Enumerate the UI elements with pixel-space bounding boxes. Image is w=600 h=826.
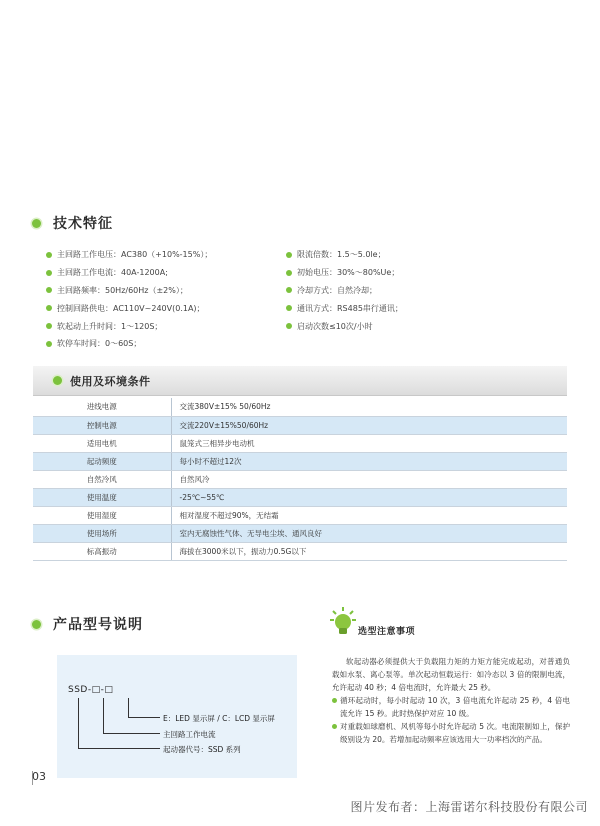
bullet-dot-icon [53,376,62,385]
bullet-dot-icon [286,252,292,258]
bullet-dot-icon [286,287,292,293]
spec-item: 限流倍数：1.5～5.0le； [286,246,403,264]
spec-item: 主回路工作电流：40A-1200A; [46,264,212,282]
bullet-dot-icon [46,341,52,347]
connector-line [103,733,160,734]
lightbulb-icon [330,606,356,636]
table-row: 使用温度 -25℃~55℃ [33,488,567,506]
page-number: 03 [32,770,46,783]
spec-item: 冷却方式：自然冷却； [286,282,403,300]
connector-line [78,748,160,749]
connector-line [128,717,160,718]
model-desc-current: 主回路工作电流 [163,730,216,739]
bullet-dot-icon [46,305,52,311]
bullet-dot-icon [46,287,52,293]
conditions-title: 使用及环境条件 [70,374,151,388]
spec-list-left [46,246,212,353]
notes-title: 选型注意事项 [358,627,416,637]
publisher-watermark: 图片发布者：上海雷诺尔科技股份有限公司 [350,800,588,814]
table-row: 起动频度 每小时不超过12次 [33,452,567,470]
connector-line [103,698,104,733]
spec-item: 主回路工作电压：AC380（+10%-15%）； [46,246,212,264]
model-section-header [32,614,143,634]
table-row: 使用场所 室内无腐蚀性气体、无导电尘埃、通风良好 [33,524,567,542]
bullet-dot-icon [286,305,292,311]
connector-line [128,698,129,717]
conditions-table [33,398,567,561]
table-row: 控制电源 交流220V±15%50/60Hz [33,416,567,434]
bullet-dot-icon [32,219,41,228]
model-desc-display: E：LED 显示屏 / C：LCD 显示屏 [163,714,275,723]
spec-item: 通讯方式：RS485串行通讯； [286,299,403,317]
notes-bullet: 对重载如球磨机、风机等每小时允许起动 5 次。电流限制如上，保护级别设为 20。若增加起动频率应该选用大一功率档次的产品。 [332,720,570,746]
tech-title: 技术特征 [53,216,113,232]
bullet-dot-icon [46,323,52,329]
spec-list-right [286,246,403,335]
bullet-dot-icon [286,323,292,329]
notes-body [332,655,570,746]
spec-item: 软停车时间：0～60S； [46,335,212,353]
model-code: SSD-□-□ [68,685,114,695]
bullet-dot-icon [46,270,52,276]
table-row: 标高振动 海拔在3000米以下，振动力0.5G以下 [33,542,567,560]
notes-paragraph: 软起动器必须提供大于负载阻力矩的力矩方能完成起动，对普通负载如水泵、离心泵等。单次起动恒载运行：如冷态以 3 倍的限制电流，允许起动 40 秒；4 倍电流时，允许最大 25 秒。 [332,657,570,692]
table-row: 使用湿度 相对湿度不超过90%，无结霜 [33,506,567,524]
table-row: 适用电机 鼠笼式三相异步电动机 [33,434,567,452]
bullet-dot-icon [46,252,52,258]
tech-section-header [32,213,113,233]
model-desc-series: 起动器代号：SSD 系列 [163,745,241,754]
spec-item: 控制回路供电：AC110V~240V(0.1A)； [46,299,212,317]
spec-item: 主回路频率：50Hz/60Hz（±2%）； [46,282,212,300]
table-row: 自然冷风 自然风冷 [33,470,567,488]
notes-bullet: 循环起动时，每小时起动 10 次，3 倍电流允许起动 25 秒，4 倍电流允许 15 秒。此时热保护对应 10 级。 [332,694,570,720]
bullet-dot-icon [32,620,41,629]
spec-item: 启动次数≤10次/小时 [286,317,403,335]
spec-item: 初始电压：30%～80%Ue； [286,264,403,282]
spec-item: 软起动上升时间：1～120S； [46,317,212,335]
bullet-dot-icon [286,270,292,276]
model-title: 产品型号说明 [53,617,143,633]
connector-line [78,698,79,748]
table-row: 进线电源 交流380V±15% 50/60Hz [33,398,567,416]
conditions-header [33,366,567,396]
